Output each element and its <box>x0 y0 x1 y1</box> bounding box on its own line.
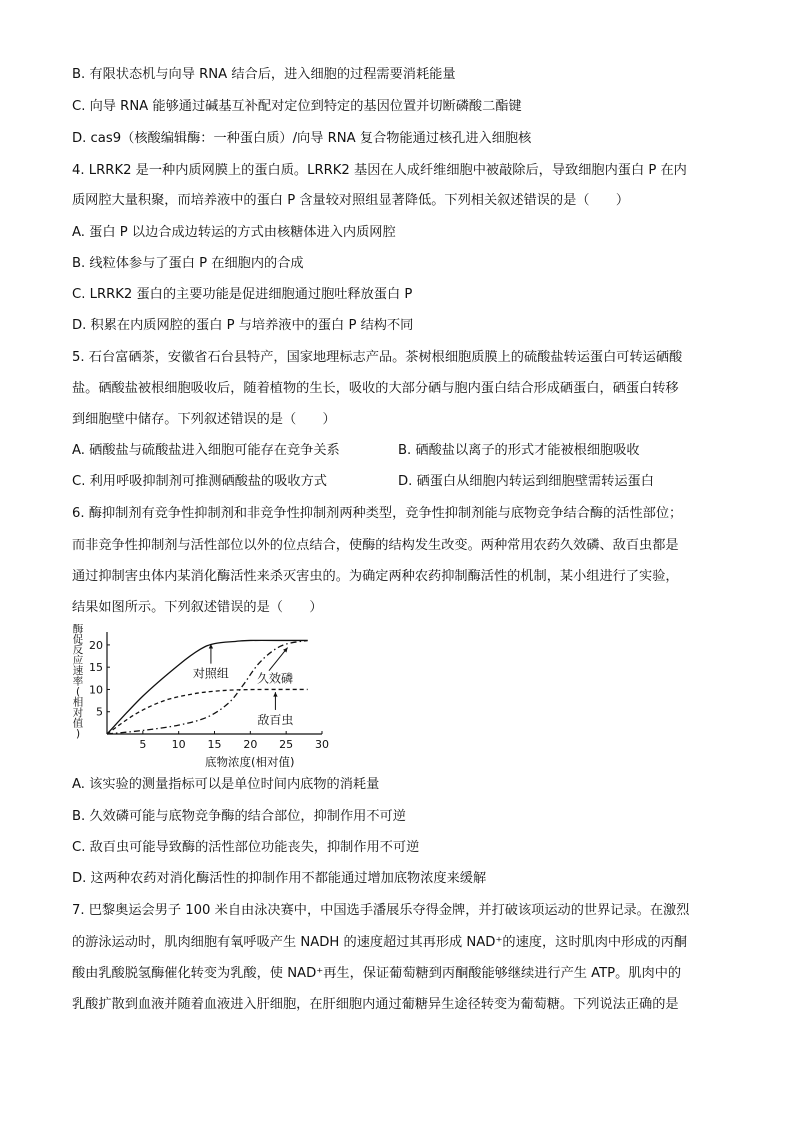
y-label-char: 相 <box>72 696 84 709</box>
q5-option-c: C. 利用呼吸抑制剂可推测硒酸盐的吸收方式 <box>72 474 327 489</box>
q4-option-b: B. 线粒体参与了蛋白 P 在细胞内的合成 <box>72 256 304 271</box>
q7-stem-line-1: 7. 巴黎奥运会男子 100 米自由泳决赛中，中国选手潘展乐夺得金牌，并打破该项运动的世界记录。在激烈 <box>72 903 690 918</box>
q4-stem-line-2: 质网腔大量积聚，而培养液中的蛋白 P 含量较对照组显著降低。下列相关叙述错误的是（ ） <box>72 193 630 208</box>
y-label-char: 速 <box>72 665 84 677</box>
q5-stem-line-2: 盐。硒酸盐被根细胞吸收后，随着植物的生长，吸收的大部分硒与胞内蛋白结合形成硒蛋白，硒蛋白转移 <box>72 381 679 396</box>
q7-stem-line-3: 酸由乳酸脱氢酶催化转变为乳酸，使 NAD⁺再生，保证葡萄糖到丙酮酸能够继续进行产生 ATP。肌肉中的 <box>72 966 682 981</box>
q5-option-d: D. 硒蛋白从细胞内转运到细胞壁需转运蛋白 <box>398 474 654 489</box>
q5-option-b: B. 硒酸盐以离子的形式才能被根细胞吸收 <box>398 443 640 458</box>
q7-stem-line-2: 的游泳运动时，肌肉细胞有氧呼吸产生 NADH 的速度超过其再形成 NAD⁺的速度，这时肌肉中形成的丙酮 <box>72 935 688 950</box>
q5-stem-line-1: 5. 石台富硒茶，安徽省石台县特产，国家地理标志产品。茶树根细胞质膜上的硫酸盐转运蛋白可转运硒酸 <box>72 350 683 365</box>
q3-option-d: D. cas9（核酸编辑酶：一种蛋白质）/向导 RNA 复合物能通过核孔进入细胞核 <box>72 131 532 146</box>
series-label: 久效磷 <box>256 671 293 686</box>
y-label-char: ( <box>75 686 81 698</box>
q6-option-b: B. 久效磷可能与底物竞争酶的结合部位，抑制作用不可逆 <box>72 809 406 824</box>
x-tick-label: 20 <box>243 738 258 751</box>
x-tick-label: 30 <box>315 738 329 751</box>
q6-stem-line-4: 结果如图所示。下列叙述错误的是（ ） <box>72 600 323 615</box>
y-tick-label: 15 <box>89 661 103 675</box>
x-tick-label: 5 <box>139 738 147 751</box>
y-label-char: 反 <box>72 644 84 656</box>
q6-stem-line-2: 而非竞争性抑制剂与活性部位以外的位点结合，使酶的结构发生改变。两种常用农药久效磷、敌百虫都是 <box>72 538 679 553</box>
y-label-char: 值 <box>72 717 84 730</box>
q4-stem-line-1: 4. LRRK2 是一种内质网膜上的蛋白质。LRRK2 基因在人成纤维细胞中被敲除后，导致细胞内蛋白 P 在内 <box>72 163 687 178</box>
y-tick-label: 10 <box>89 683 103 697</box>
y-label-char: 酶 <box>72 624 84 635</box>
y-label-char: 应 <box>72 654 84 667</box>
x-axis-label: 底物浓度(相对值) <box>205 755 295 769</box>
y-label-char: 率 <box>72 675 84 688</box>
y-label-char: 促 <box>72 633 84 646</box>
y-tick-label: 5 <box>96 705 103 719</box>
y-label-char: 对 <box>72 707 84 719</box>
series-label: 对照组 <box>192 666 229 681</box>
q3-option-b: B. 有限状态机与向导 RNA 结合后，进入细胞的过程需要消耗能量 <box>72 67 456 82</box>
q6-stem-line-3: 通过抑制害虫体内某消化酶活性来杀灭害虫的。为确定两种农药抑制酶活性的机制，某小组进行了实验， <box>72 569 679 584</box>
q4-option-d: D. 积累在内质网腔的蛋白 P 与培养液中的蛋白 P 结构不同 <box>72 318 414 333</box>
x-tick-label: 25 <box>279 738 294 751</box>
y-label-char: ) <box>75 728 81 740</box>
q5-option-a: A. 硒酸盐与硫酸盐进入细胞可能存在竞争关系 <box>72 443 340 458</box>
q7-stem-line-4: 乳酸扩散到血液并随着血液进入肝细胞，在肝细胞内通过葡糖异生途径转变为葡萄糖。下列说法正确的是 <box>72 997 679 1012</box>
q4-option-c: C. LRRK2 蛋白的主要功能是促进细胞通过胞吐释放蛋白 P <box>72 287 413 302</box>
q5-stem-line-3: 到细胞壁中储存。下列叙述错误的是（ ） <box>72 412 336 427</box>
q6-option-d: D. 这两种农药对消化酶活性的抑制作用不都能通过增加底物浓度来缓解 <box>72 871 487 886</box>
arrow-head-icon <box>273 692 277 697</box>
series-line <box>107 689 308 734</box>
q6-stem-line-1: 6. 酶抑制剂有竞争性抑制剂和非竞争性抑制剂两种类型，竞争性抑制剂能与底物竞争结合酶的活性部位； <box>72 506 683 521</box>
q4-option-a: A. 蛋白 P 以边合成边转运的方式由核糖体进入内质网腔 <box>72 225 396 240</box>
q6-option-c: C. 敌百虫可能导致酶的活性部位功能丧失，抑制作用不可逆 <box>72 840 420 855</box>
q6-option-a: A. 该实验的测量指标可以是单位时间内底物的消耗量 <box>72 777 380 792</box>
y-axis-label <box>73 624 84 740</box>
x-tick-label: 15 <box>207 738 222 751</box>
y-tick-label: 20 <box>89 638 103 652</box>
series-label: 敌百虫 <box>257 712 294 727</box>
q3-option-c: C. 向导 RNA 能够通过碱基互补配对定位到特定的基因位置并切断磷酸二酯键 <box>72 99 522 114</box>
enzyme-rate-chart <box>62 624 332 774</box>
x-tick-label: 10 <box>171 738 186 751</box>
